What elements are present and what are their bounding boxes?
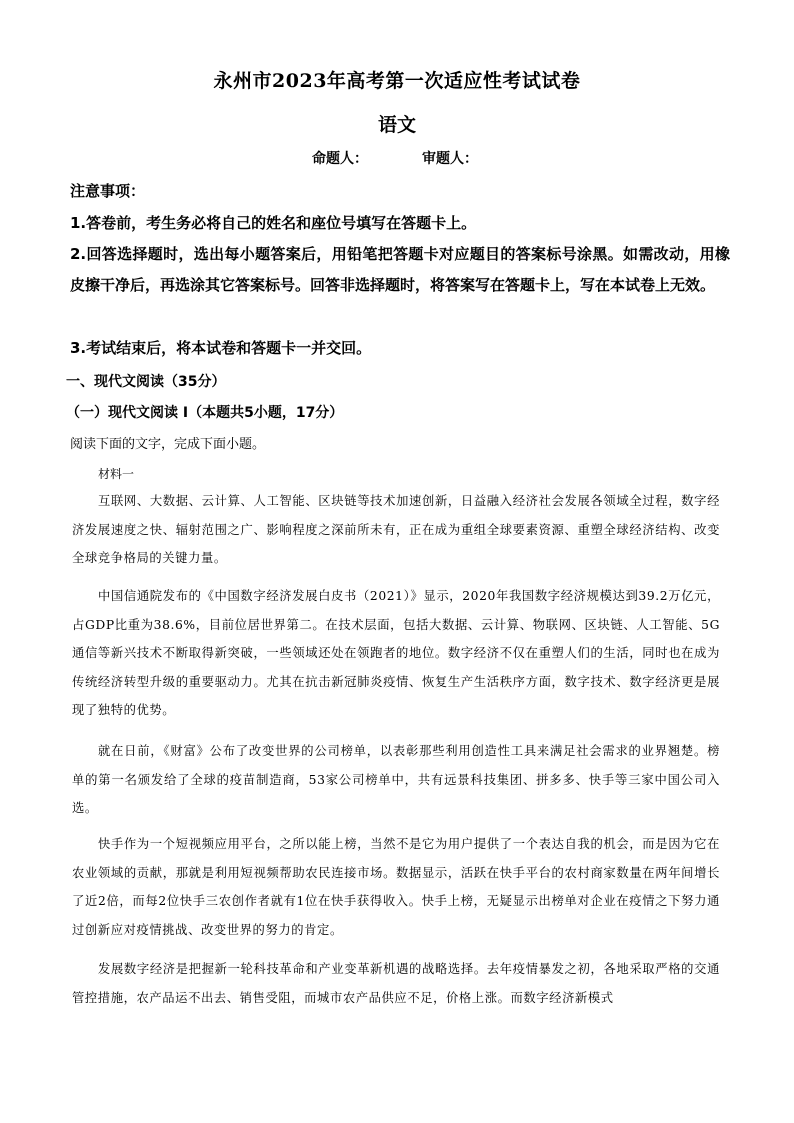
subject-title: 语文 [377, 114, 416, 136]
exam-title: 永州市2023年高考第一次适应性考试试卷 [213, 70, 581, 92]
subsection-heading: （一）现代文阅读 I（本题共5小题，17分） [66, 405, 344, 421]
author-line [312, 148, 478, 168]
setter-label: 命题人： [312, 151, 368, 167]
paragraph: 互联网、大数据、云计算、人工智能、区块链等技术加速创新，日益融入经济社会发展各领域全过程，数字经济发展速度之快、辐射范围之广、影响程度之深前所未有，正在成为重组全球要素资源、重塑全球经济结构、改变全球竞争格局的关键力量。 [72, 494, 720, 566]
reading-instruction: 阅读下面的文字，完成下面小题。 [70, 437, 266, 452]
reviewer-label: 审题人： [422, 151, 478, 167]
paragraph: 就在日前，《财富》公布了改变世界的公司榜单，以表彰那些利用创造性工具来满足社会需求的业界翘楚。榜单的第一名颁发给了全球的疫苗制造商，53家公司榜单中，共有远景科技集团、拼多多、快手等三家中国公司入选。 [72, 744, 720, 816]
notice-item-2: 2.回答选择题时，选出每小题答案后，用铅笔把答题卡对应题目的答案标号涂黑。如需改动，用橡皮擦干净后，再选涂其它答案标号。回答非选择题时，将答案写在答题卡上，写在本试卷上无效。 [70, 245, 730, 294]
notice-heading: 注意事项： [70, 182, 146, 200]
notice-item-3: 3.考试结束后，将本试卷和答题卡一并交回。 [70, 339, 372, 357]
material-label: 材料一 [98, 467, 135, 481]
paragraph: 中国信通院发布的《中国数字经济发展白皮书（2021）》显示，2020年我国数字经济规模达到39.2万亿元，占GDP比重为38.6%，目前位居世界第二。在技术层面，包括大数据、云计算、物联网、区块链、人工智能、5G通信等新兴技术不断取得新突破，一些领域还处在领跑者的地位。数字经济不仅在重塑人们的生活，同时也在成为传统经济转型升级的重要驱动力。尤其在抗击新冠肺炎疫情、恢复生产生活秩序方面，数字技术、数字经济更是展现了独特的优势。 [72, 589, 720, 718]
notice-item-1: 1.答卷前，考生务必将自己的姓名和座位号填写在答题卡上。 [70, 214, 477, 232]
section-heading: 一、现代文阅读（35分） [66, 374, 226, 390]
paragraph: 发展数字经济是把握新一轮科技革命和产业变革新机遇的战略选择。去年疫情暴发之初，各地采取严格的交通管控措施，农产品运不出去、销售受阻，而城市农产品供应不足，价格上涨。而数字经济新模式 [72, 962, 720, 1005]
paragraph: 快手作为一个短视频应用平台，之所以能上榜，当然不是它为用户提供了一个表达自我的机会，而是因为它在农业领域的贡献，那就是利用短视频帮助农民连接市场。数据显示，活跃在快手平台的农村商家数量在两年间增长了近2倍，而每2位快手三农创作者就有1位在快手获得收入。快手上榜，无疑显示出榜单对企业在疫情之下努力通过创新应对疫情挑战、改变世界的努力的肯定。 [72, 837, 720, 937]
